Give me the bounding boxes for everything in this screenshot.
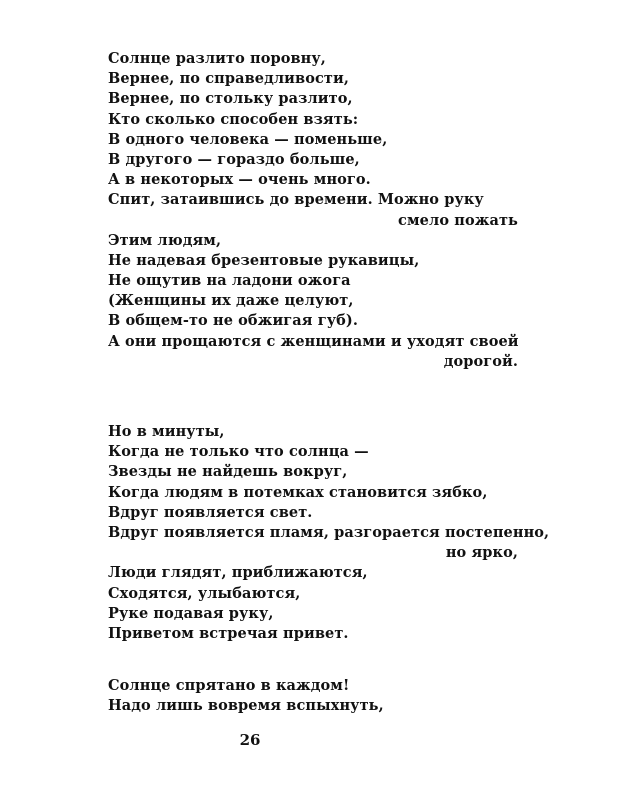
poem-line: Люди глядят, приближаются, bbox=[108, 564, 368, 582]
poem-line: (Женщины их даже целуют, bbox=[108, 292, 354, 310]
stanza-3 bbox=[108, 676, 518, 716]
poem-line: Звезды не найдешь вокруг, bbox=[108, 463, 348, 481]
poem-line: дорогой. bbox=[443, 352, 518, 370]
stanza-2 bbox=[108, 422, 550, 644]
poem-line: Не надевая брезентовые рукавицы, bbox=[108, 251, 420, 269]
poem-line: Солнце разлито поровну, bbox=[108, 50, 326, 67]
poem-line: В другого — гораздо больше, bbox=[108, 150, 360, 168]
poem-line: А в некоторых — очень много. bbox=[108, 171, 371, 189]
poem-line: смело пожать bbox=[398, 211, 518, 229]
poem-line: Вернее, по справедливости, bbox=[108, 70, 349, 88]
poem-line: Солнце спрятано в каждом! bbox=[108, 677, 350, 694]
poem-line: В общем-то не обжигая губ). bbox=[108, 312, 358, 330]
poem-line: Кто сколько способен взять: bbox=[108, 110, 359, 128]
poem-line: Но в минуты, bbox=[108, 423, 225, 440]
poem-line: В одного человека — поменьше, bbox=[108, 130, 388, 148]
poem-line: Когда людям в потемках становится зябко, bbox=[108, 483, 488, 501]
poem-line: Спит, затаившись до времени. Можно руку bbox=[108, 191, 484, 209]
poem-line: Когда не только что солнца — bbox=[108, 443, 369, 461]
poem-line: Вдруг появляется свет. bbox=[108, 503, 313, 521]
poem-line: Сходятся, улыбаются, bbox=[108, 584, 301, 602]
poem-line: Вдруг появляется пламя, разгорается постепенно, bbox=[108, 523, 550, 541]
stanza-1 bbox=[108, 49, 518, 372]
poem-line: Приветом встречая привет. bbox=[108, 624, 349, 642]
poem-line: Этим людям, bbox=[108, 231, 222, 249]
page-number: 26 bbox=[239, 731, 261, 749]
poem-line: Надо лишь вовремя вспыхнуть, bbox=[108, 697, 384, 715]
poem-line: А они прощаются с женщинами и уходят своей bbox=[108, 332, 519, 350]
poem-line: Вернее, по стольку разлито, bbox=[108, 90, 353, 108]
poem-line: но ярко, bbox=[445, 544, 518, 562]
poem-line: Руке подавая руку, bbox=[108, 604, 274, 622]
poem-line: Не ощутив на ладони ожога bbox=[108, 272, 351, 290]
